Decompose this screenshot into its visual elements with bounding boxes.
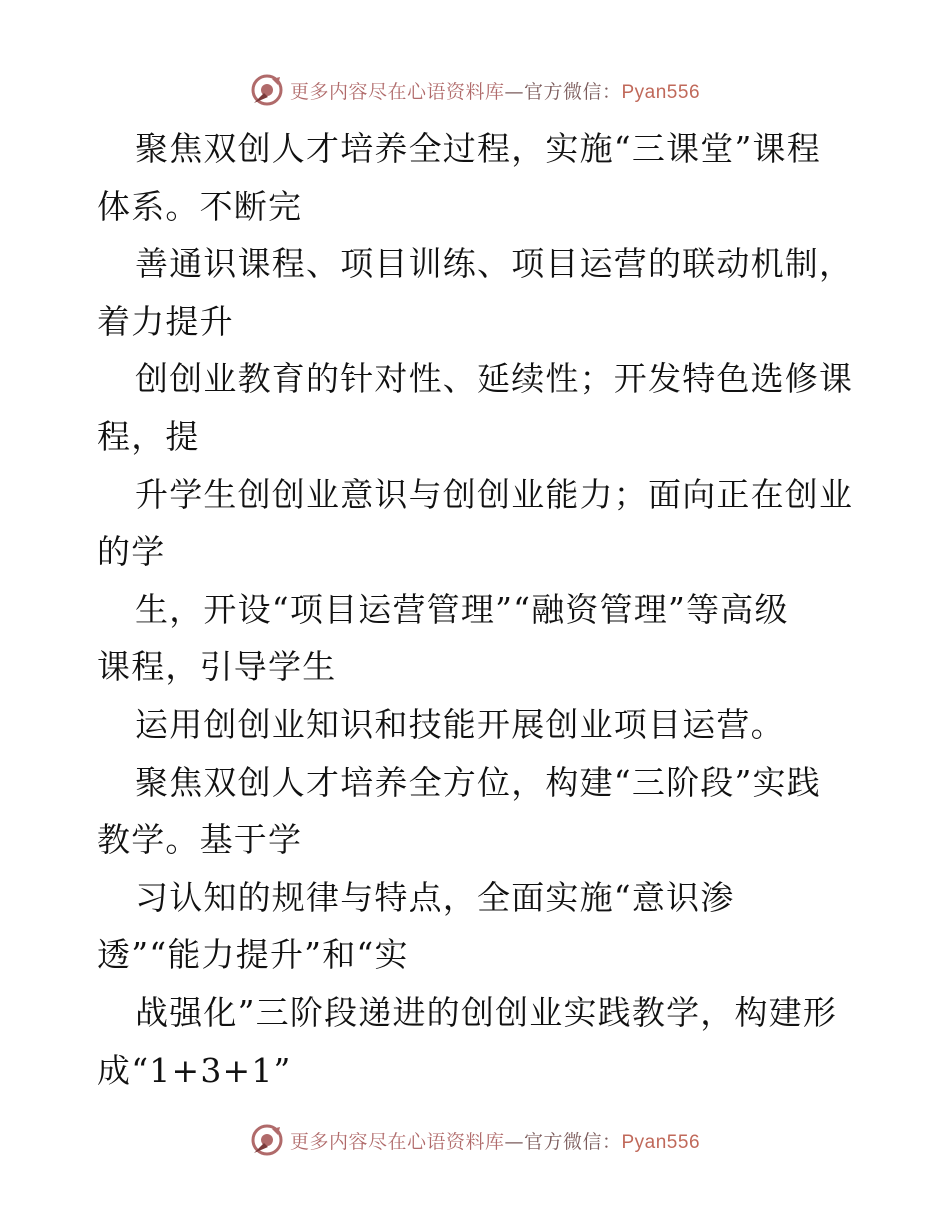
watermark-header	[0, 70, 950, 110]
text-line: 成“1+3+1”	[97, 1050, 292, 1090]
watermark-site-name: 更多内容尽在心语资料库	[289, 80, 505, 103]
watermark-text	[290, 77, 700, 104]
watermark-wechat-label: —官方微信：	[504, 80, 622, 103]
text-line: 升学生创创业意识与创创业能力；面向正在创业	[135, 474, 854, 514]
text-line: 聚焦双创人才培养全过程，实施“三课堂”课程	[135, 129, 821, 168]
text-line: 战强化”三阶段递进的创创业实践教学，构建形	[135, 992, 838, 1032]
body-text	[97, 120, 857, 1099]
pen-logo-icon	[250, 73, 284, 107]
pen-logo-icon	[250, 1123, 284, 1157]
text-line: 生，开设“项目运营管理”“融资管理”等高级	[135, 589, 789, 629]
text-line: 教学。基于学	[97, 820, 303, 860]
text-line: 习认知的规律与特点，全面实施“意识渗	[135, 877, 735, 917]
watermark-wechat-id: Pyan556	[621, 1131, 701, 1153]
watermark-site-name: 更多内容尽在心语资料库	[289, 1130, 505, 1153]
text-line: 课程，引导学生	[97, 647, 337, 687]
text-line: 运用创创业知识和技能开展创业项目运营。	[135, 704, 785, 744]
text-line: 透”“能力提升”和“实	[97, 935, 409, 975]
text-line: 聚焦双创人才培养全方位，构建“三阶段”实践	[135, 762, 821, 802]
watermark-text	[290, 1127, 700, 1154]
text-line: 的学	[97, 532, 166, 572]
text-line: 程，提	[97, 416, 200, 456]
text-line: 体系。不断完	[97, 186, 303, 226]
text-line: 善通识课程、项目训练、项目运营的联动机制，	[135, 244, 854, 284]
watermark-footer	[0, 1120, 950, 1160]
watermark-wechat-id: Pyan556	[621, 81, 701, 103]
watermark-wechat-label: —官方微信：	[504, 1130, 622, 1153]
text-line: 着力提升	[97, 301, 234, 341]
text-line: 创创业教育的针对性、延续性；开发特色选修课	[135, 359, 854, 399]
